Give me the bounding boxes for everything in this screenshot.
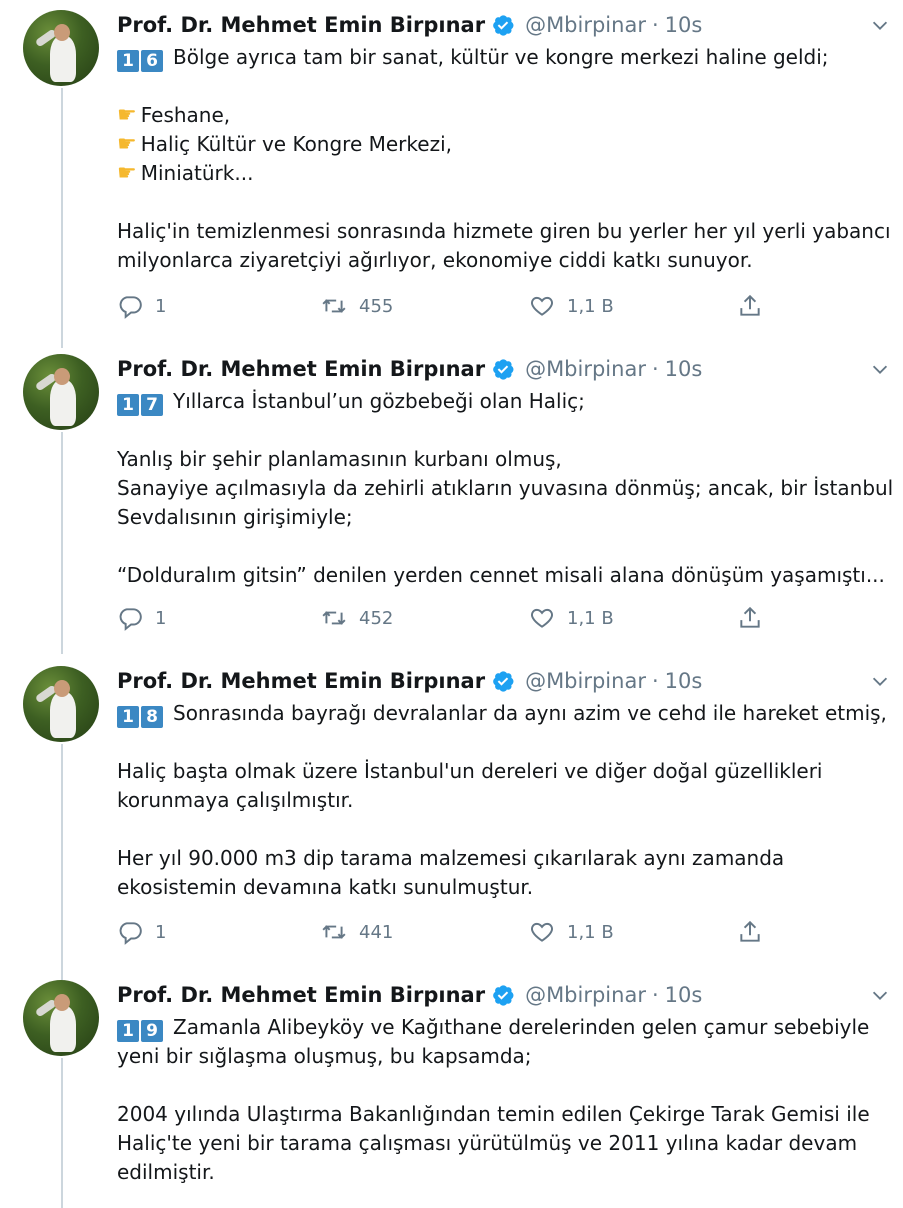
like-icon xyxy=(529,605,555,631)
tweet-text-line xyxy=(117,873,897,902)
keycap-digit: 9 xyxy=(141,1020,163,1042)
verified-badge-icon xyxy=(491,357,515,381)
tweet-text-content: ekosistemin devamına katkı sunulmuştur. xyxy=(117,875,534,899)
separator-dot: · xyxy=(651,983,659,1007)
retweet-count: 441 xyxy=(359,921,394,943)
tweet-text-line xyxy=(117,445,897,474)
reply-count: 1 xyxy=(155,921,167,943)
share-button[interactable] xyxy=(737,603,763,633)
thread-connector-line xyxy=(61,88,63,348)
reply-button[interactable] xyxy=(117,291,166,321)
timestamp[interactable]: 10s xyxy=(664,357,703,381)
share-icon xyxy=(737,919,763,945)
retweet-button[interactable] xyxy=(321,917,393,947)
share-button[interactable] xyxy=(737,917,763,947)
author-handle[interactable]: @Mbirpinar xyxy=(525,983,646,1007)
retweet-count: 455 xyxy=(359,295,394,317)
tweet-text-line xyxy=(117,130,897,159)
tweet-text-content: 2004 yılında Ulaştırma Bakanlığından temin edilen Çekirge Tarak Gemisi ile xyxy=(117,1102,870,1126)
reply-icon xyxy=(117,293,143,319)
keycap-digit: 8 xyxy=(141,706,163,728)
tweet-text-line xyxy=(117,72,897,101)
retweet-icon xyxy=(321,293,347,319)
tweet-text xyxy=(117,1013,897,1187)
tweet-text-content: Yıllarca İstanbul’un gözbebeği olan Haliç; xyxy=(173,389,585,413)
author-name[interactable]: Prof. Dr. Mehmet Emin Birpınar xyxy=(117,669,486,693)
tweet-header xyxy=(117,8,702,42)
tweet-text xyxy=(117,387,897,590)
tweet-text-line xyxy=(117,416,897,445)
tweet-text xyxy=(117,43,897,275)
tweet-text-line xyxy=(117,503,897,532)
tweet-text-line xyxy=(117,757,897,786)
tweet-text-line xyxy=(117,786,897,815)
tweet-actions xyxy=(117,917,777,947)
reply-count: 1 xyxy=(155,607,167,629)
tweet-text-line xyxy=(117,1071,897,1100)
chevron-down-icon[interactable] xyxy=(869,358,891,380)
separator-dot: · xyxy=(651,13,659,37)
avatar[interactable] xyxy=(23,980,99,1056)
tweet-text-line xyxy=(117,815,897,844)
tweet-header xyxy=(117,664,702,698)
retweet-button[interactable] xyxy=(321,291,393,321)
tweet-text-line xyxy=(117,532,897,561)
reply-count: 1 xyxy=(155,295,167,317)
tweet-text-line xyxy=(117,217,897,246)
tweet-text-line xyxy=(117,474,897,503)
tweet-text-content: Sanayiye açılmasıyla da zehirli atıkların yuvasına dönmüş; ancak, bir İstanbul xyxy=(117,476,894,500)
like-button[interactable] xyxy=(529,291,614,321)
like-count: 1,1 B xyxy=(567,921,614,943)
author-handle[interactable]: @Mbirpinar xyxy=(525,669,646,693)
tweet-text-content: Her yıl 90.000 m3 dip tarama malzemesi çıkarılarak aynı zamanda xyxy=(117,846,785,870)
tweet-text-content: Sonrasında bayrağı devralanlar da aynı azim ve cehd ile hareket etmiş, xyxy=(173,701,887,725)
tweet-text-line xyxy=(117,188,897,217)
reply-button[interactable] xyxy=(117,603,166,633)
thread-connector-line xyxy=(61,1058,63,1208)
tweet-header xyxy=(117,978,702,1012)
tweet-text-content: “Dolduralım gitsin” denilen yerden cennet misali alana dönüşüm yaşamıştı... xyxy=(117,563,885,587)
tweet-text-line xyxy=(117,561,897,590)
reply-button[interactable] xyxy=(117,917,166,947)
verified-badge-icon xyxy=(491,983,515,1007)
retweet-icon xyxy=(321,919,347,945)
tweet-text-line xyxy=(117,844,897,873)
thread-connector-line xyxy=(61,744,63,980)
keycap-digit: 1 xyxy=(117,1020,139,1042)
tweet-text-content: Miniatürk... xyxy=(140,161,254,185)
like-icon xyxy=(529,919,555,945)
like-button[interactable] xyxy=(529,603,614,633)
reply-icon xyxy=(117,605,143,631)
chevron-down-icon[interactable] xyxy=(869,670,891,692)
share-button[interactable] xyxy=(737,291,763,321)
tweet-text-content: Yanlış bir şehir planlamasının kurbanı olmuş, xyxy=(117,447,562,471)
tweet-text-line xyxy=(117,101,897,130)
share-icon xyxy=(737,605,763,631)
keycap-digit: 1 xyxy=(117,50,139,72)
tweet-text-line xyxy=(117,1042,897,1071)
author-handle[interactable]: @Mbirpinar xyxy=(525,357,646,381)
tweet-text-content: Haliç'in temizlenmesi sonrasında hizmete giren bu yerler her yıl yerli yabancı xyxy=(117,219,891,243)
pointing-hand-icon: ☛ xyxy=(117,161,137,186)
author-name[interactable]: Prof. Dr. Mehmet Emin Birpınar xyxy=(117,983,486,1007)
reply-icon xyxy=(117,919,143,945)
keycap-digit: 1 xyxy=(117,394,139,416)
tweet-text xyxy=(117,699,897,902)
tweet-text-content: Haliç Kültür ve Kongre Merkezi, xyxy=(140,132,452,156)
tweet-text-line xyxy=(117,387,897,416)
tweet-text-line xyxy=(117,1129,897,1158)
share-icon xyxy=(737,293,763,319)
retweet-icon xyxy=(321,605,347,631)
timestamp[interactable]: 10s xyxy=(664,669,703,693)
author-handle[interactable]: @Mbirpinar xyxy=(525,13,646,37)
keycap-digit: 6 xyxy=(141,50,163,72)
tweet-text-content: milyonlarca ziyaretçiyi ağırlıyor, ekonomiye ciddi katkı sunuyor. xyxy=(117,248,753,272)
timestamp[interactable]: 10s xyxy=(664,983,703,1007)
separator-dot: · xyxy=(651,357,659,381)
verified-badge-icon xyxy=(491,13,515,37)
like-count: 1,1 B xyxy=(567,607,614,629)
tweet-text-line xyxy=(117,43,897,72)
tweet-text-line xyxy=(117,728,897,757)
retweet-count: 452 xyxy=(359,607,394,629)
avatar[interactable] xyxy=(23,10,99,86)
tweet-actions xyxy=(117,291,777,321)
like-count: 1,1 B xyxy=(567,295,614,317)
separator-dot: · xyxy=(651,669,659,693)
keycap-digit: 7 xyxy=(141,394,163,416)
tweet-text-line xyxy=(117,699,897,728)
chevron-down-icon[interactable] xyxy=(869,984,891,1006)
tweet-text-content: Haliç başta olmak üzere İstanbul'un dereleri ve diğer doğal güzellikleri xyxy=(117,759,823,783)
pointing-hand-icon: ☛ xyxy=(117,132,137,157)
tweet-text-content: Haliç'te yeni bir tarama çalışması yürütülmüş ve 2011 yılına kadar devam xyxy=(117,1131,858,1155)
tweet-text-content: yeni bir sığlaşma oluşmuş, bu kapsamda; xyxy=(117,1044,532,1068)
chevron-down-icon[interactable] xyxy=(869,14,891,36)
author-name[interactable]: Prof. Dr. Mehmet Emin Birpınar xyxy=(117,13,486,37)
author-name[interactable]: Prof. Dr. Mehmet Emin Birpınar xyxy=(117,357,486,381)
tweet-text-content: Feshane, xyxy=(140,103,231,127)
tweet-text-content: Zamanla Alibeyköy ve Kağıthane derelerinden gelen çamur sebebiyle xyxy=(173,1015,870,1039)
avatar[interactable] xyxy=(23,354,99,430)
tweet-text-line xyxy=(117,1013,897,1042)
tweet-text-line xyxy=(117,246,897,275)
tweet-text-line xyxy=(117,1100,897,1129)
pointing-hand-icon: ☛ xyxy=(117,103,137,128)
like-icon xyxy=(529,293,555,319)
tweet-text-line xyxy=(117,1158,897,1187)
tweet-text-content: Bölge ayrıca tam bir sanat, kültür ve kongre merkezi haline geldi; xyxy=(173,45,829,69)
tweet-header xyxy=(117,352,702,386)
verified-badge-icon xyxy=(491,669,515,693)
thread-connector-line xyxy=(61,432,63,654)
timestamp[interactable]: 10s xyxy=(664,13,703,37)
like-button[interactable] xyxy=(529,917,614,947)
tweet-text-content: edilmiştir. xyxy=(117,1160,215,1184)
tweet-text-line xyxy=(117,159,897,188)
retweet-button[interactable] xyxy=(321,603,393,633)
avatar[interactable] xyxy=(23,666,99,742)
keycap-digit: 1 xyxy=(117,706,139,728)
tweet-actions xyxy=(117,603,777,633)
tweet-text-content: Sevdalısının girişimiyle; xyxy=(117,505,353,529)
tweet-text-content: korunmaya çalışılmıştır. xyxy=(117,788,354,812)
